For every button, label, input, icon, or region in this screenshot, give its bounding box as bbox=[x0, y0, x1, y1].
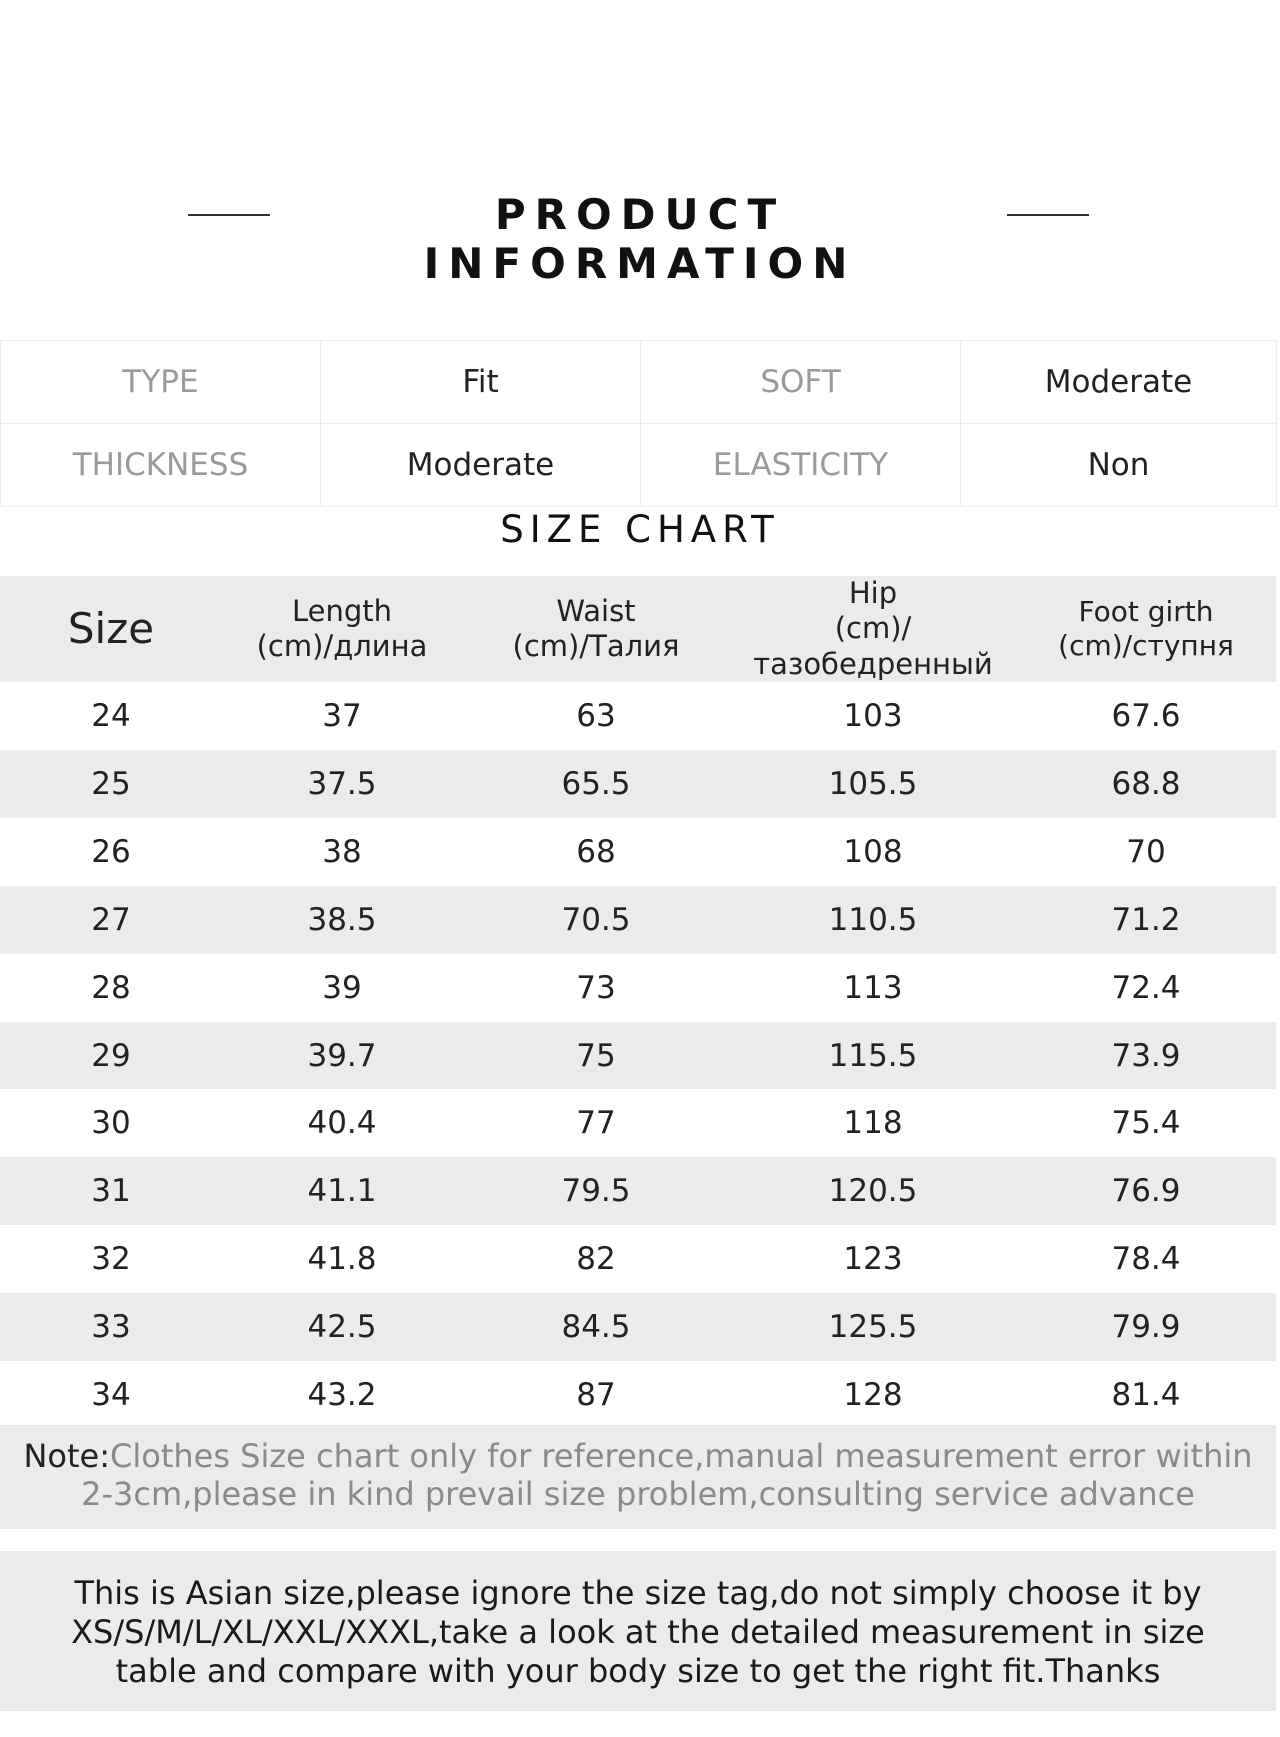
cell-foot-girth: 79.9 bbox=[1111, 1309, 1181, 1346]
cell-waist: 65.5 bbox=[561, 765, 631, 802]
cell-length: 39 bbox=[322, 969, 362, 1006]
cell-length: 38 bbox=[322, 833, 362, 870]
cell-size: 25 bbox=[91, 765, 131, 802]
col-header-foot-girth bbox=[1016, 576, 1276, 682]
asian-notice-line-2: XS/S/M/L/XL/XXL/XXXL,take a look at the detailed measurement in size bbox=[71, 1613, 1205, 1651]
page-title: PRODUCT INFORMATION bbox=[423, 190, 857, 288]
col-header-size: Size bbox=[67, 604, 155, 654]
cell-waist: 87 bbox=[576, 1376, 616, 1413]
cell-waist: 68 bbox=[576, 833, 616, 870]
cell-waist: 73 bbox=[576, 969, 616, 1006]
table-row bbox=[0, 682, 1276, 750]
note-line-1 bbox=[0, 1437, 1276, 1475]
cell-foot-girth: 78.4 bbox=[1111, 1241, 1181, 1278]
cell-hip: 120.5 bbox=[828, 1173, 918, 1210]
cell-foot-girth: 81.4 bbox=[1111, 1376, 1181, 1413]
cell-hip: 123 bbox=[843, 1241, 903, 1278]
cell-length: 41.1 bbox=[307, 1173, 377, 1210]
cell-size: 32 bbox=[91, 1241, 131, 1278]
note-text-2: 2-3cm,please in kind prevail size problem,consulting service advance bbox=[81, 1475, 1195, 1513]
col-header-length-line2: (cm)/длина bbox=[256, 629, 428, 664]
asian-notice-line-3: table and compare with your body size to get the right fit.Thanks bbox=[115, 1652, 1161, 1690]
table-row bbox=[0, 750, 1276, 818]
cell-waist: 77 bbox=[576, 1105, 616, 1142]
col-header-foot-line2: (cm)/ступня bbox=[1058, 629, 1234, 663]
info-key: SOFT bbox=[641, 341, 961, 424]
cell-length: 41.8 bbox=[307, 1241, 377, 1278]
cell-hip: 115.5 bbox=[828, 1037, 918, 1074]
col-header-length-line1: Length bbox=[291, 593, 393, 628]
section-header bbox=[0, 180, 1280, 288]
cell-size: 24 bbox=[91, 698, 131, 735]
table-row bbox=[0, 954, 1276, 1022]
cell-waist: 70.5 bbox=[561, 901, 631, 938]
cell-hip: 125.5 bbox=[828, 1309, 918, 1346]
cell-hip: 108 bbox=[843, 833, 903, 870]
cell-waist: 84.5 bbox=[561, 1309, 631, 1346]
cell-foot-girth: 73.9 bbox=[1111, 1037, 1181, 1074]
cell-size: 27 bbox=[91, 901, 131, 938]
cell-size: 29 bbox=[91, 1037, 131, 1074]
cell-hip: 128 bbox=[843, 1376, 903, 1413]
col-header-foot-line1: Foot girth bbox=[1078, 594, 1214, 628]
note-text-1: Clothes Size chart only for reference,manual measurement error within bbox=[110, 1437, 1253, 1475]
table-row bbox=[0, 1022, 1276, 1090]
size-chart-table bbox=[0, 576, 1276, 1429]
cell-foot-girth: 67.6 bbox=[1111, 698, 1181, 735]
table-row bbox=[0, 1157, 1276, 1225]
cell-length: 39.7 bbox=[307, 1037, 377, 1074]
table-row bbox=[0, 1225, 1276, 1293]
cell-hip: 113 bbox=[843, 969, 903, 1006]
header-rule-right bbox=[1007, 214, 1089, 216]
table-row bbox=[0, 1293, 1276, 1361]
cell-length: 37 bbox=[322, 698, 362, 735]
table-row bbox=[0, 886, 1276, 954]
col-header-waist-line2: (cm)/Талия bbox=[512, 629, 680, 664]
cell-size: 28 bbox=[91, 969, 131, 1006]
cell-size: 31 bbox=[91, 1173, 131, 1210]
cell-length: 42.5 bbox=[307, 1309, 377, 1346]
table-row bbox=[0, 1361, 1276, 1429]
info-row bbox=[1, 424, 1277, 507]
info-key: THICKNESS bbox=[1, 424, 321, 507]
asian-notice-line-1: This is Asian size,please ignore the size tag,do not simply choose it by bbox=[74, 1574, 1202, 1612]
asian-size-notice bbox=[0, 1551, 1276, 1711]
size-note bbox=[0, 1425, 1276, 1529]
cell-size: 34 bbox=[91, 1376, 131, 1413]
col-header-hip-line2: (cm)/тазобедренный bbox=[753, 611, 993, 681]
cell-hip: 110.5 bbox=[828, 901, 918, 938]
info-value: Non bbox=[961, 424, 1277, 507]
info-value: Fit bbox=[321, 341, 641, 424]
cell-size: 30 bbox=[91, 1105, 131, 1142]
cell-length: 37.5 bbox=[307, 765, 377, 802]
col-header-hip-line1: Hip bbox=[848, 576, 898, 610]
info-value: Moderate bbox=[961, 341, 1277, 424]
cell-foot-girth: 75.4 bbox=[1111, 1105, 1181, 1142]
cell-size: 26 bbox=[91, 833, 131, 870]
cell-foot-girth: 70 bbox=[1126, 833, 1166, 870]
cell-foot-girth: 72.4 bbox=[1111, 969, 1181, 1006]
col-header-waist-line1: Waist bbox=[556, 593, 636, 628]
cell-foot-girth: 76.9 bbox=[1111, 1173, 1181, 1210]
table-row bbox=[0, 1089, 1276, 1157]
cell-waist: 75 bbox=[576, 1037, 616, 1074]
col-header-length bbox=[222, 576, 462, 682]
note-label: Note: bbox=[23, 1437, 110, 1475]
cell-hip: 105.5 bbox=[828, 765, 918, 802]
cell-hip: 103 bbox=[843, 698, 903, 735]
cell-size: 33 bbox=[91, 1309, 131, 1346]
info-value: Moderate bbox=[321, 424, 641, 507]
cell-waist: 79.5 bbox=[561, 1173, 631, 1210]
info-key: TYPE bbox=[1, 341, 321, 424]
cell-length: 40.4 bbox=[307, 1105, 377, 1142]
cell-length: 38.5 bbox=[307, 901, 377, 938]
cell-waist: 82 bbox=[576, 1241, 616, 1278]
product-info-table bbox=[0, 340, 1277, 507]
cell-foot-girth: 68.8 bbox=[1111, 765, 1181, 802]
header-rule-left bbox=[188, 214, 270, 216]
cell-waist: 63 bbox=[576, 698, 616, 735]
table-row bbox=[0, 818, 1276, 886]
info-row bbox=[1, 341, 1277, 424]
cell-hip: 118 bbox=[843, 1105, 903, 1142]
cell-foot-girth: 71.2 bbox=[1111, 901, 1181, 938]
col-header-hip bbox=[730, 576, 1016, 682]
col-header-waist bbox=[462, 576, 730, 682]
cell-length: 43.2 bbox=[307, 1376, 377, 1413]
info-key: ELASTICITY bbox=[641, 424, 961, 507]
size-chart-header-row bbox=[0, 576, 1276, 682]
size-chart-title: SIZE CHART bbox=[500, 508, 780, 551]
